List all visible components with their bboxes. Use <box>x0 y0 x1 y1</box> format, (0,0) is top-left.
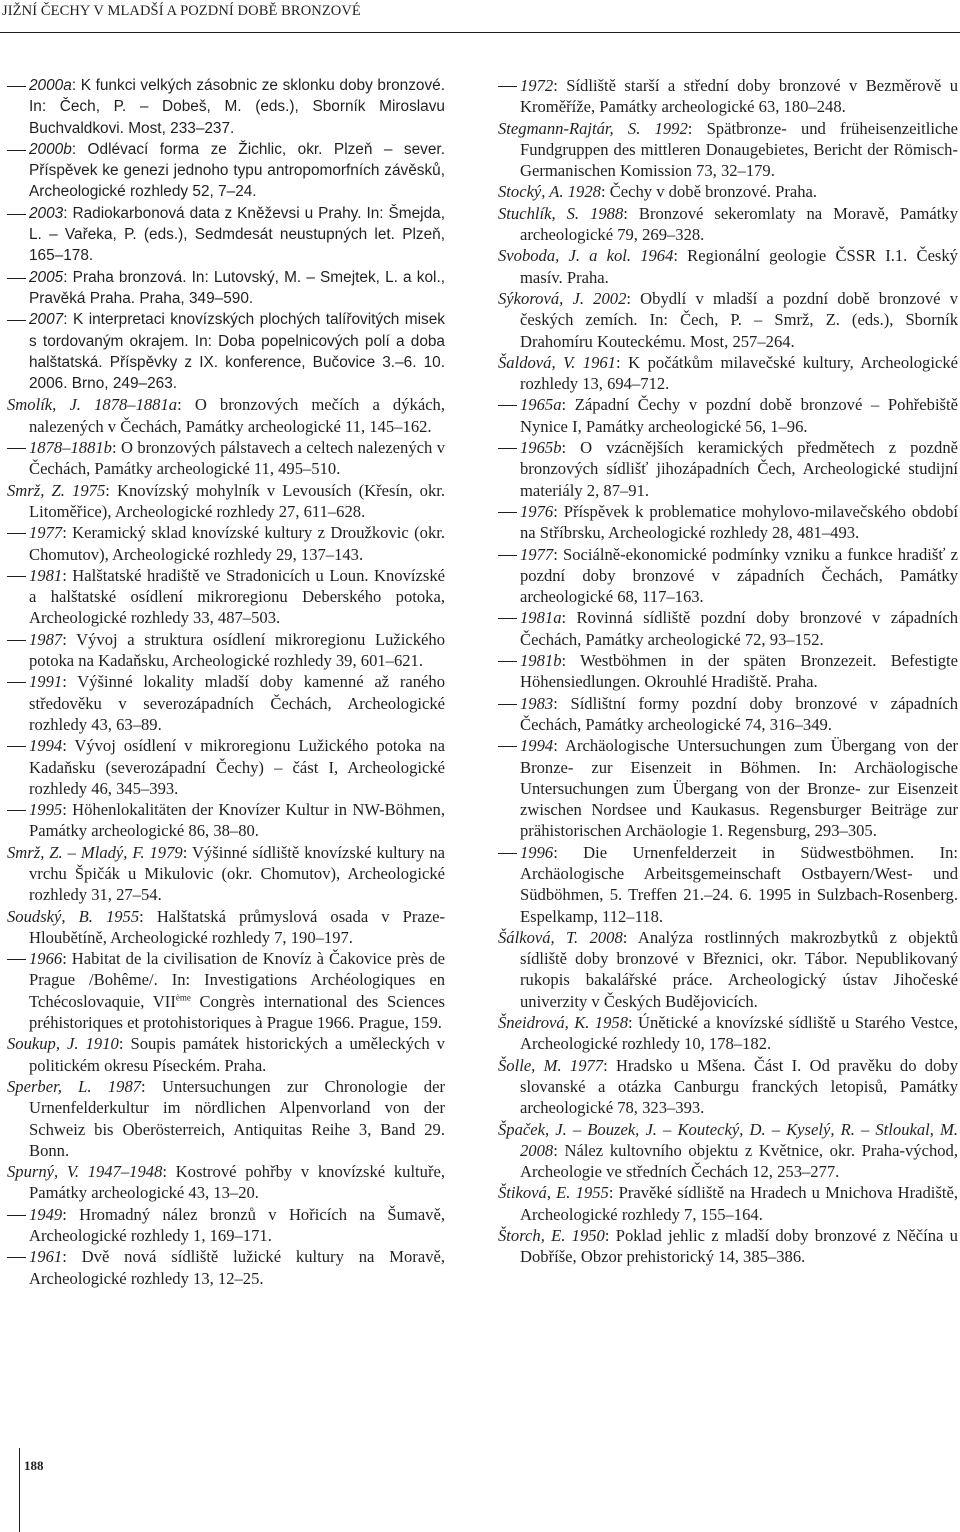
bibliography-entry <box>498 842 958 927</box>
bibliography-entry <box>7 267 445 310</box>
entry-text: : Vývoj a struktura osídlení mikroregionu Lužického potoka na Kadaňsku, Archeologické rozhledy 39, 601–621. <box>29 629 445 671</box>
bibliography-entry <box>498 352 958 395</box>
entry-year: 2003 <box>29 204 64 222</box>
bibliography-entry <box>7 394 445 437</box>
bibliography-entry <box>7 735 445 799</box>
entry-text-cont: Congrès international des Sciences préhistoriques et protohistoriques à Prague 1966. Prague, 159. <box>29 991 446 1033</box>
entry-year: 1878–1881a <box>80 395 178 415</box>
bibliography-entry <box>7 1161 445 1204</box>
bibliography-entry <box>498 1055 958 1119</box>
page-number: 188 <box>24 1458 44 1473</box>
entry-author: Stocký, A. <box>498 182 564 202</box>
entry-year: 1981b <box>520 651 562 671</box>
entry-author: Špaček, J. – Bouzek, J. – Koutecký, D. – Kyselý, R. – Stloukal, M. <box>498 1119 958 1139</box>
entry-text: : Sociálně-ekonomické podmínky vzniku a funkce hradišť z pozdní doby bronzové v západních Čechách, Památky archeologické 68, 117–163. <box>520 544 958 607</box>
entry-text: : K počátkům milavečské kultury, Archeologické rozhledy 13, 694–712. <box>520 352 958 394</box>
bibliography-entry <box>7 799 445 842</box>
entry-text: : Kostrové pohřby v knovízské kultuře, Památky archeologické 43, 13–20. <box>29 1162 446 1203</box>
entry-text: : Halštatské hradiště ve Stradonicích u Loun. Knovízské a halštatské osídlení mikroregionu Deberského potoka, Archeologické rozhledy 33, 487–503. <box>29 565 445 628</box>
entry-text: : Nález kultovního objektu z Květnice, okr. Praha-východ, Archeologie ve středních Čechách 12, 253–277. <box>520 1140 958 1182</box>
bibliography-entry <box>498 693 958 736</box>
folio-rule <box>19 1448 20 1532</box>
entry-year: 1981a <box>520 608 562 628</box>
entry-year: 1949 <box>29 1204 63 1224</box>
entry-author: Stegmann-Rajtár, S. <box>498 118 641 138</box>
entry-year: 1965a <box>520 395 562 415</box>
entry-year: 1987 <box>29 629 63 649</box>
bibliography-entry <box>7 522 445 565</box>
entry-year: 1977 <box>29 523 63 543</box>
entry-author: Smrž, Z. – Mladý, F. <box>7 842 145 862</box>
entry-author: Spurný, V. <box>7 1162 79 1182</box>
entry-year: 1958 <box>589 1013 628 1033</box>
entry-year: 2002 <box>583 288 627 308</box>
entry-year: 1994 <box>520 736 554 756</box>
bibliography-entry <box>498 75 958 118</box>
entry-text: : Příspěvek k problematice mohylovo-milavečského období na Stříbrsku, Archeologické rozhledy 28, 481–493. <box>520 501 958 543</box>
entry-text: : Habitat de la civilisation de Knovíz à Čakovice près de Prague /Bohême/. In: Investigations Archéologiques en Tchécoslovaquie, VII <box>29 949 445 1011</box>
entry-text: : Keramický sklad knovízské kultury z Droužkovic (okr. Chomutov), Archeologické rozhledy 29, 137–143. <box>29 523 445 564</box>
entry-year: 1972 <box>520 76 554 95</box>
entry-text: : Odlévací forma ze Žichlic, okr. Plzeň – sever. Příspěvek ke genezi jednoho typu antropomorfních závěsků, Archeologické rozhledy 52, 7–24. <box>29 140 445 201</box>
entry-text: : Archäologische Untersuchungen zum Übergang von der Bronze- zur Eisenzeit in Böhmen. In: Archäologische Untersuchungen zum Übergang von der Bronze- zur Eisenzeit zwischen Nordsee und Kaukasus. Regensburger Beiträge zur prähistorischen Archäologie 1. Regensburg, 293–305. <box>520 736 958 841</box>
entry-year: 1966 <box>29 949 63 969</box>
entry-year: 1977 <box>520 544 554 564</box>
entry-year: 1996 <box>520 842 554 862</box>
entry-year: 1878–1881b <box>29 438 112 458</box>
entry-text: : O bronzových mečích a dýkách, nalezených v Čechách, Památky archeologické 11, 145–162. <box>29 395 445 436</box>
bibliography-entry <box>498 650 958 693</box>
entry-text: : O bronzových pálstavech a celtech nalezených v Čechách, Památky archeologické 11, 495–510. <box>29 438 445 479</box>
entry-text: : Hromadný nález bronzů v Hořicích na Šumavě, Archeologické rozhledy 1, 169–171. <box>29 1204 445 1246</box>
bibliography-entry <box>498 245 958 288</box>
entry-author: Šaldová, V. <box>498 352 576 372</box>
bibliography-entry <box>498 1225 958 1268</box>
entry-year: 1955 <box>570 1183 609 1203</box>
entry-year: 1975 <box>64 480 106 500</box>
bibliography-entry <box>7 1076 445 1161</box>
entry-author: Soudský, B. <box>7 906 93 926</box>
entry-text: : Die Urnenfelderzeit in Südwestböhmen. In: Archäologische Arbeitsgemeinschaft Ostbayern/West- und Südböhmen, 5. Treffen 21.–24. 6. 1995 in Sulzbach-Rosenberg. Espelkamp, 112–118. <box>520 842 958 926</box>
entry-text: : Sídlištní formy pozdní doby bronzové v západních Čechách, Památky archeologické 74, 316–349. <box>520 693 958 734</box>
bibliography-right-column <box>498 75 958 1268</box>
running-header <box>0 0 960 33</box>
entry-year: 2000a <box>29 77 72 94</box>
bibliography-entry <box>7 906 445 949</box>
entry-author: Štorch, E. <box>498 1226 566 1246</box>
bibliography-entry <box>7 480 445 523</box>
entry-text: : Untersuchungen zur Chronologie der Urnenfelderkultur im nördlichen Alpenvorland von der Schweiz bis Oberösterreich, Antiquitas Reihe 3, Band 29. Bonn. <box>29 1076 445 1160</box>
entry-year: 1910 <box>78 1034 119 1054</box>
entry-text: : Westböhmen in der späten Bronzezeit. Befestigte Höhensiedlungen. Okrouhlé Hradiště. Praha. <box>520 651 958 692</box>
bibliography-entry <box>7 948 445 1033</box>
entry-year: 1961 <box>29 1247 63 1267</box>
entry-year: 2005 <box>29 268 64 286</box>
bibliography-entry <box>498 1119 958 1183</box>
bibliography-entry <box>498 203 958 246</box>
bibliography-entry <box>7 1204 445 1247</box>
bibliography-entry <box>7 629 445 672</box>
entry-author: Stuchlík, S. <box>498 203 580 223</box>
entry-year: 1961 <box>575 352 616 372</box>
entry-text: : Výšinné lokality mladší doby kamenné až raného středověku v severozápadních Čechách, Archeologické rozhledy 43, 63–89. <box>29 672 445 734</box>
bibliography-entry <box>498 1182 958 1225</box>
entry-text: : K interpretaci knovízských plochých talířovitých misek s tordovaným okrajem. In: Doba popelnicových polí a doba halštatská. Příspěvky z IX. konference, Bučovice 3.–6. 10. 2006. Brno, 249–263. <box>29 311 445 393</box>
entry-text: : Halštatská průmyslová osada v Praze-Hloubětíně, Archeologické rozhledy 7, 190–197. <box>29 906 445 947</box>
entry-year: 1983 <box>520 693 554 713</box>
entry-year: 1976 <box>520 501 554 521</box>
entry-year: 1979 <box>144 842 183 862</box>
entry-year: 2000b <box>29 140 72 158</box>
entry-text: : Regionální geologie ČSSR I.1. Český masív. Praha. <box>520 246 958 287</box>
entry-text: : K funkci velkých zásobnic ze sklonku doby bronzové. In: Čech, P. – Dobeš, M. (eds.), Sborník Miroslavu Buchvaldkovi. Most, 233–237. <box>29 77 445 137</box>
entry-year: 1950 <box>565 1226 605 1246</box>
entry-year: 2008 <box>578 927 623 947</box>
entry-year: 1995 <box>29 800 63 820</box>
entry-author: Šálková, T. <box>498 927 579 947</box>
entry-year: 1955 <box>92 906 140 926</box>
entry-text: : Obydlí v mladší a pozdní době bronzové v českých zemích. In: Čech, P. – Smrž, Z. (eds.), Sborník Drahomíru Kouteckému. Most, 257–264. <box>520 288 958 351</box>
entry-text: : Pravěké sídliště na Hradech u Mnichova Hradiště, Archeologické rozhledy 7, 155–164. <box>520 1183 958 1224</box>
entry-year: 1988 <box>579 203 624 223</box>
entry-text: : Únětické a knovízské sídliště u Starého Vestce, Archeologické rozhledy 10, 178–182. <box>520 1013 958 1054</box>
entry-text: : Bronzové sekeromlaty na Moravě, Památky archeologické 79, 269–328. <box>520 203 958 245</box>
bibliography-entry <box>7 203 445 267</box>
entry-text: : Sídliště starší a střední doby bronzové v Bezměrově u Kroměříže, Památky archeologické 63, 180–248. <box>520 76 958 117</box>
entry-author: Sýkorová, J. <box>498 288 584 308</box>
entry-author: Sperber, L. <box>7 1076 92 1096</box>
entry-year: 1964 <box>631 246 674 266</box>
entry-year: 1947–1948 <box>79 1162 163 1182</box>
bibliography-entry <box>498 607 958 650</box>
entry-text: : O vzácnějších keramických předmětech z pozdně bronzových sídlišť jihozápadních Čech, Archeologické studijní materiály 2, 87–91. <box>520 438 958 500</box>
entry-author: Šolle, M. <box>498 1055 562 1075</box>
bibliography-entry <box>498 1012 958 1055</box>
entry-text: : Knovízský mohylník v Levousích (Křesín, okr. Litoměřice), Archeologické rozhledy 27, 611–628. <box>29 480 446 521</box>
entry-author: Smrž, Z. <box>7 480 65 500</box>
entry-text: : Čechy v době bronzové. Praha. <box>600 182 818 202</box>
entry-year: 2007 <box>29 311 64 329</box>
bibliography-entry <box>498 288 958 352</box>
entry-year: 1928 <box>563 182 601 202</box>
entry-text: : Radiokarbonová data z Kněževsi u Prahy. In: Šmejda, L. – Vařeka, P. (eds.), Sedmdesát neustupných let. Plzeň, 165–178. <box>29 204 445 265</box>
entry-author: Svoboda, J. a kol. <box>498 246 632 266</box>
bibliography-entry <box>7 565 445 629</box>
entry-text: : Rovinná sídliště pozdní doby bronzové v západních Čechách, Památky archeologické 72, 93–152. <box>520 608 958 649</box>
entry-text: : Praha bronzová. In: Lutovský, M. – Smejtek, L. a kol., Pravěká Praha. Praha, 349–590. <box>29 268 445 307</box>
bibliography-entry <box>498 501 958 544</box>
entry-year: 1991 <box>29 672 63 692</box>
entry-author: Smolík, J. <box>7 395 81 415</box>
entry-text: : Höhenlokalitäten der Knovízer Kultur in NW-Böhmen, Památky archeologické 86, 38–80. <box>29 800 445 841</box>
bibliography-entry <box>7 842 445 906</box>
entry-author: Soukup, J. <box>7 1034 79 1054</box>
bibliography-entry <box>7 437 445 480</box>
bibliography-entry <box>7 309 445 394</box>
bibliography-entry <box>498 181 958 202</box>
entry-text: : Analýza rostlinných makrozbytků z objektů sídliště doby bronzové v Březnici, okr. Tábor. Nepublikovaný rukopis bakalářské práce. Archeologický ústav Jihočeské univerzity v Českých Budějovicích. <box>520 927 958 1011</box>
entry-text: : Západní Čechy v pozdní době bronzové – Pohřebiště Nynice I, Památky archeologické 56, 1–96. <box>520 395 958 436</box>
bibliography-entry <box>7 139 445 203</box>
bibliography-entry <box>498 927 958 1012</box>
entry-author: Šneidrová, K. <box>498 1013 590 1033</box>
bibliography-entry <box>7 671 445 735</box>
entry-year: 1994 <box>29 736 63 756</box>
bibliography-entry <box>498 437 958 501</box>
bibliography-entry <box>498 735 958 841</box>
entry-superscript: ème <box>175 992 191 1003</box>
entry-author: Štiková, E. <box>498 1183 571 1203</box>
entry-year: 1981 <box>29 565 63 585</box>
entry-year: 1992 <box>640 118 688 138</box>
bibliography-left-column <box>7 75 445 1289</box>
bibliography-entry <box>7 75 445 139</box>
bibliography-entry <box>498 118 958 182</box>
entry-text: : Spätbronze- und früheisenzeitliche Fundgruppen des mittleren Donaugebietes, Bericht der Römisch-Germanischen Komission 73, 32–179. <box>520 118 958 181</box>
bibliography-entry <box>7 1246 445 1289</box>
entry-text: : Hradsko u Mšena. Část I. Od pravěku do doby slovanské a otázka Canburgu franckých letopisů, Památky archeologické 78, 323–393. <box>520 1055 958 1118</box>
bibliography-entry <box>7 1033 445 1076</box>
running-title: JIŽNÍ ČECHY V MLADŠÍ A POZDNÍ DOBĚ BRONZOVÉ <box>2 3 361 19</box>
entry-text: : Dvě nová sídliště lužické kultury na Moravě, Archeologické rozhledy 13, 12–25. <box>29 1247 445 1288</box>
entry-text: : Výšinné sídliště knovízské kultury na vrchu Špičák u Mikulovic (okr. Chomutov), Archeologické rozhledy 31, 27–54. <box>29 842 446 905</box>
entry-year: 1977 <box>561 1055 604 1075</box>
entry-year: 2008 <box>520 1140 554 1160</box>
entry-year: 1965b <box>520 438 562 458</box>
entry-text: : Poklad jehlic z mladší doby bronzové z Něčína u Dobříše, Obzor prehistorický 14, 385–386. <box>520 1226 958 1267</box>
bibliography-entry <box>498 544 958 608</box>
entry-year: 1987 <box>91 1076 142 1096</box>
bibliography-entry <box>498 394 958 437</box>
entry-text: : Vývoj osídlení v mikroregionu Lužického potoka na Kadaňsku (severozápadní Čechy) – část I, Archeologické rozhledy 46, 345–393. <box>29 736 445 798</box>
entry-text: : Soupis památek historických a uměleckých v politickém okresu Píseckém. Praha. <box>29 1034 445 1075</box>
